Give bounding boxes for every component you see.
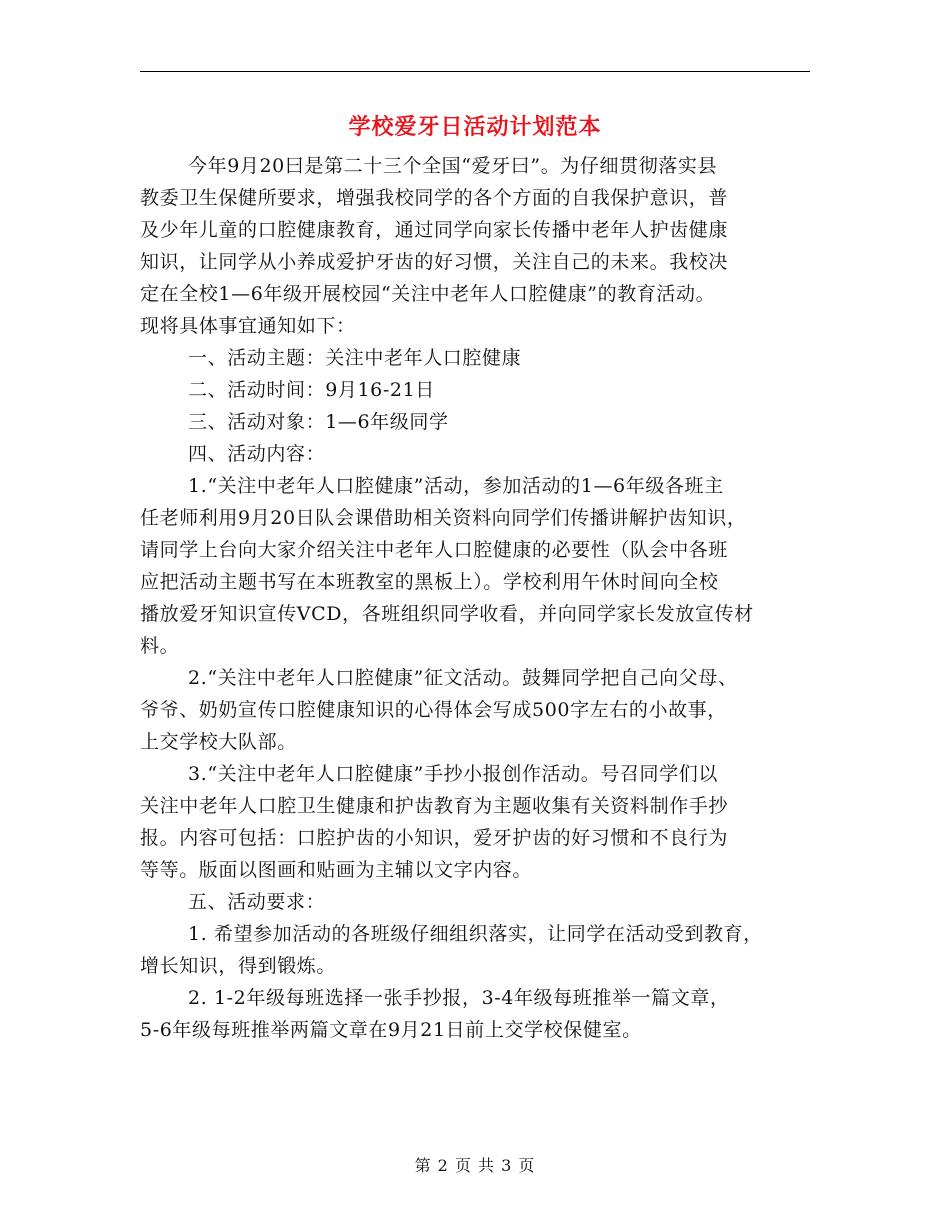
paragraph-line: 3.“关注中老年人口腔健康”手抄小报创作活动。号召同学们以 <box>188 763 718 785</box>
section-heading-content: 四、活动内容： <box>188 443 326 465</box>
section-heading-theme: 一、活动主题：关注中老年人口腔健康 <box>188 347 522 369</box>
paragraph-line: 及少年儿童的口腔健康教育，通过同学向家长传播中老年人护齿健康 <box>140 219 729 241</box>
paragraph-line: 2. 1-2年级每班选择一张手抄报，3-4年级每班推举一篇文章， <box>188 987 730 1009</box>
paragraph-line: 现将具体事宜通知如下： <box>140 315 356 337</box>
paragraph-line: 等等。版面以图画和贴画为主辅以文字内容。 <box>140 859 533 881</box>
paragraph-line: 1. 希望参加活动的各班级仔细组织落实，让同学在活动受到教育， <box>188 923 763 945</box>
paragraph-line: 任老师利用9月20日队会课借助相关资料向同学们传播讲解护齿知识， <box>140 507 747 529</box>
paragraph-line: 增长知识，得到锻炼。 <box>140 955 337 977</box>
header-rule <box>140 71 810 72</box>
paragraph-line: 报。内容可包括：口腔护齿的小知识，爱牙护齿的好习惯和不良行为 <box>140 827 729 849</box>
document-title: 学校爱牙日活动计划范本 <box>348 115 602 140</box>
paragraph-line: 2.“关注中老年人口腔健康”征文活动。鼓舞同学把自己向父母、 <box>188 667 738 689</box>
paragraph-line: 关注中老年人口腔卫生健康和护齿教育为主题收集有关资料制作手抄 <box>140 795 729 817</box>
paragraph-line: 爷爷、奶奶宣传口腔健康知识的心得体会写成500字左右的小故事， <box>140 699 727 721</box>
section-heading-requirements: 五、活动要求： <box>188 891 326 913</box>
paragraph-line: 知识，让同学从小养成爱护牙齿的好习惯，关注自己的未来。我校决 <box>140 251 729 273</box>
paragraph-line: 应把活动主题书写在本班教室的黑板上）。学校利用午休时间向全校 <box>140 571 719 593</box>
page-number-footer: 第 2 页 共 3 页 <box>414 1156 536 1175</box>
paragraph-line: 料。 <box>140 635 180 657</box>
paragraph-line: 1.“关注中老年人口腔健康”活动，参加活动的1—6年级各班主 <box>188 475 724 497</box>
paragraph-line: 今年9月20曰是第二十三个全国“爱牙曰”。为仔细贯彻落实县 <box>188 155 718 177</box>
paragraph-line: 定在全校1—6年级开展校园“关注中老年人口腔健康”的教育活动。 <box>140 283 716 305</box>
section-heading-time: 二、活动时间：9月16-21日 <box>188 379 435 401</box>
document-body <box>140 150 815 1046</box>
paragraph-line: 5-6年级每班推举两篇文章在9月21日前上交学校保健室。 <box>140 1019 642 1041</box>
paragraph-line: 上交学校大队部。 <box>140 731 297 753</box>
paragraph-line: 教委卫生保健所要求，增强我校同学的各个方面的自我保护意识，普 <box>140 187 729 209</box>
section-heading-target: 三、活动对象：1—6年级同学 <box>188 411 449 433</box>
paragraph-line: 请同学上台向大家介绍关注中老年人口腔健康的必要性（队会中各班 <box>140 539 729 561</box>
paragraph-line: 播放爱牙知识宣传VCD，各班组织同学收看，并向同学家长发放宣传材 <box>140 603 754 625</box>
